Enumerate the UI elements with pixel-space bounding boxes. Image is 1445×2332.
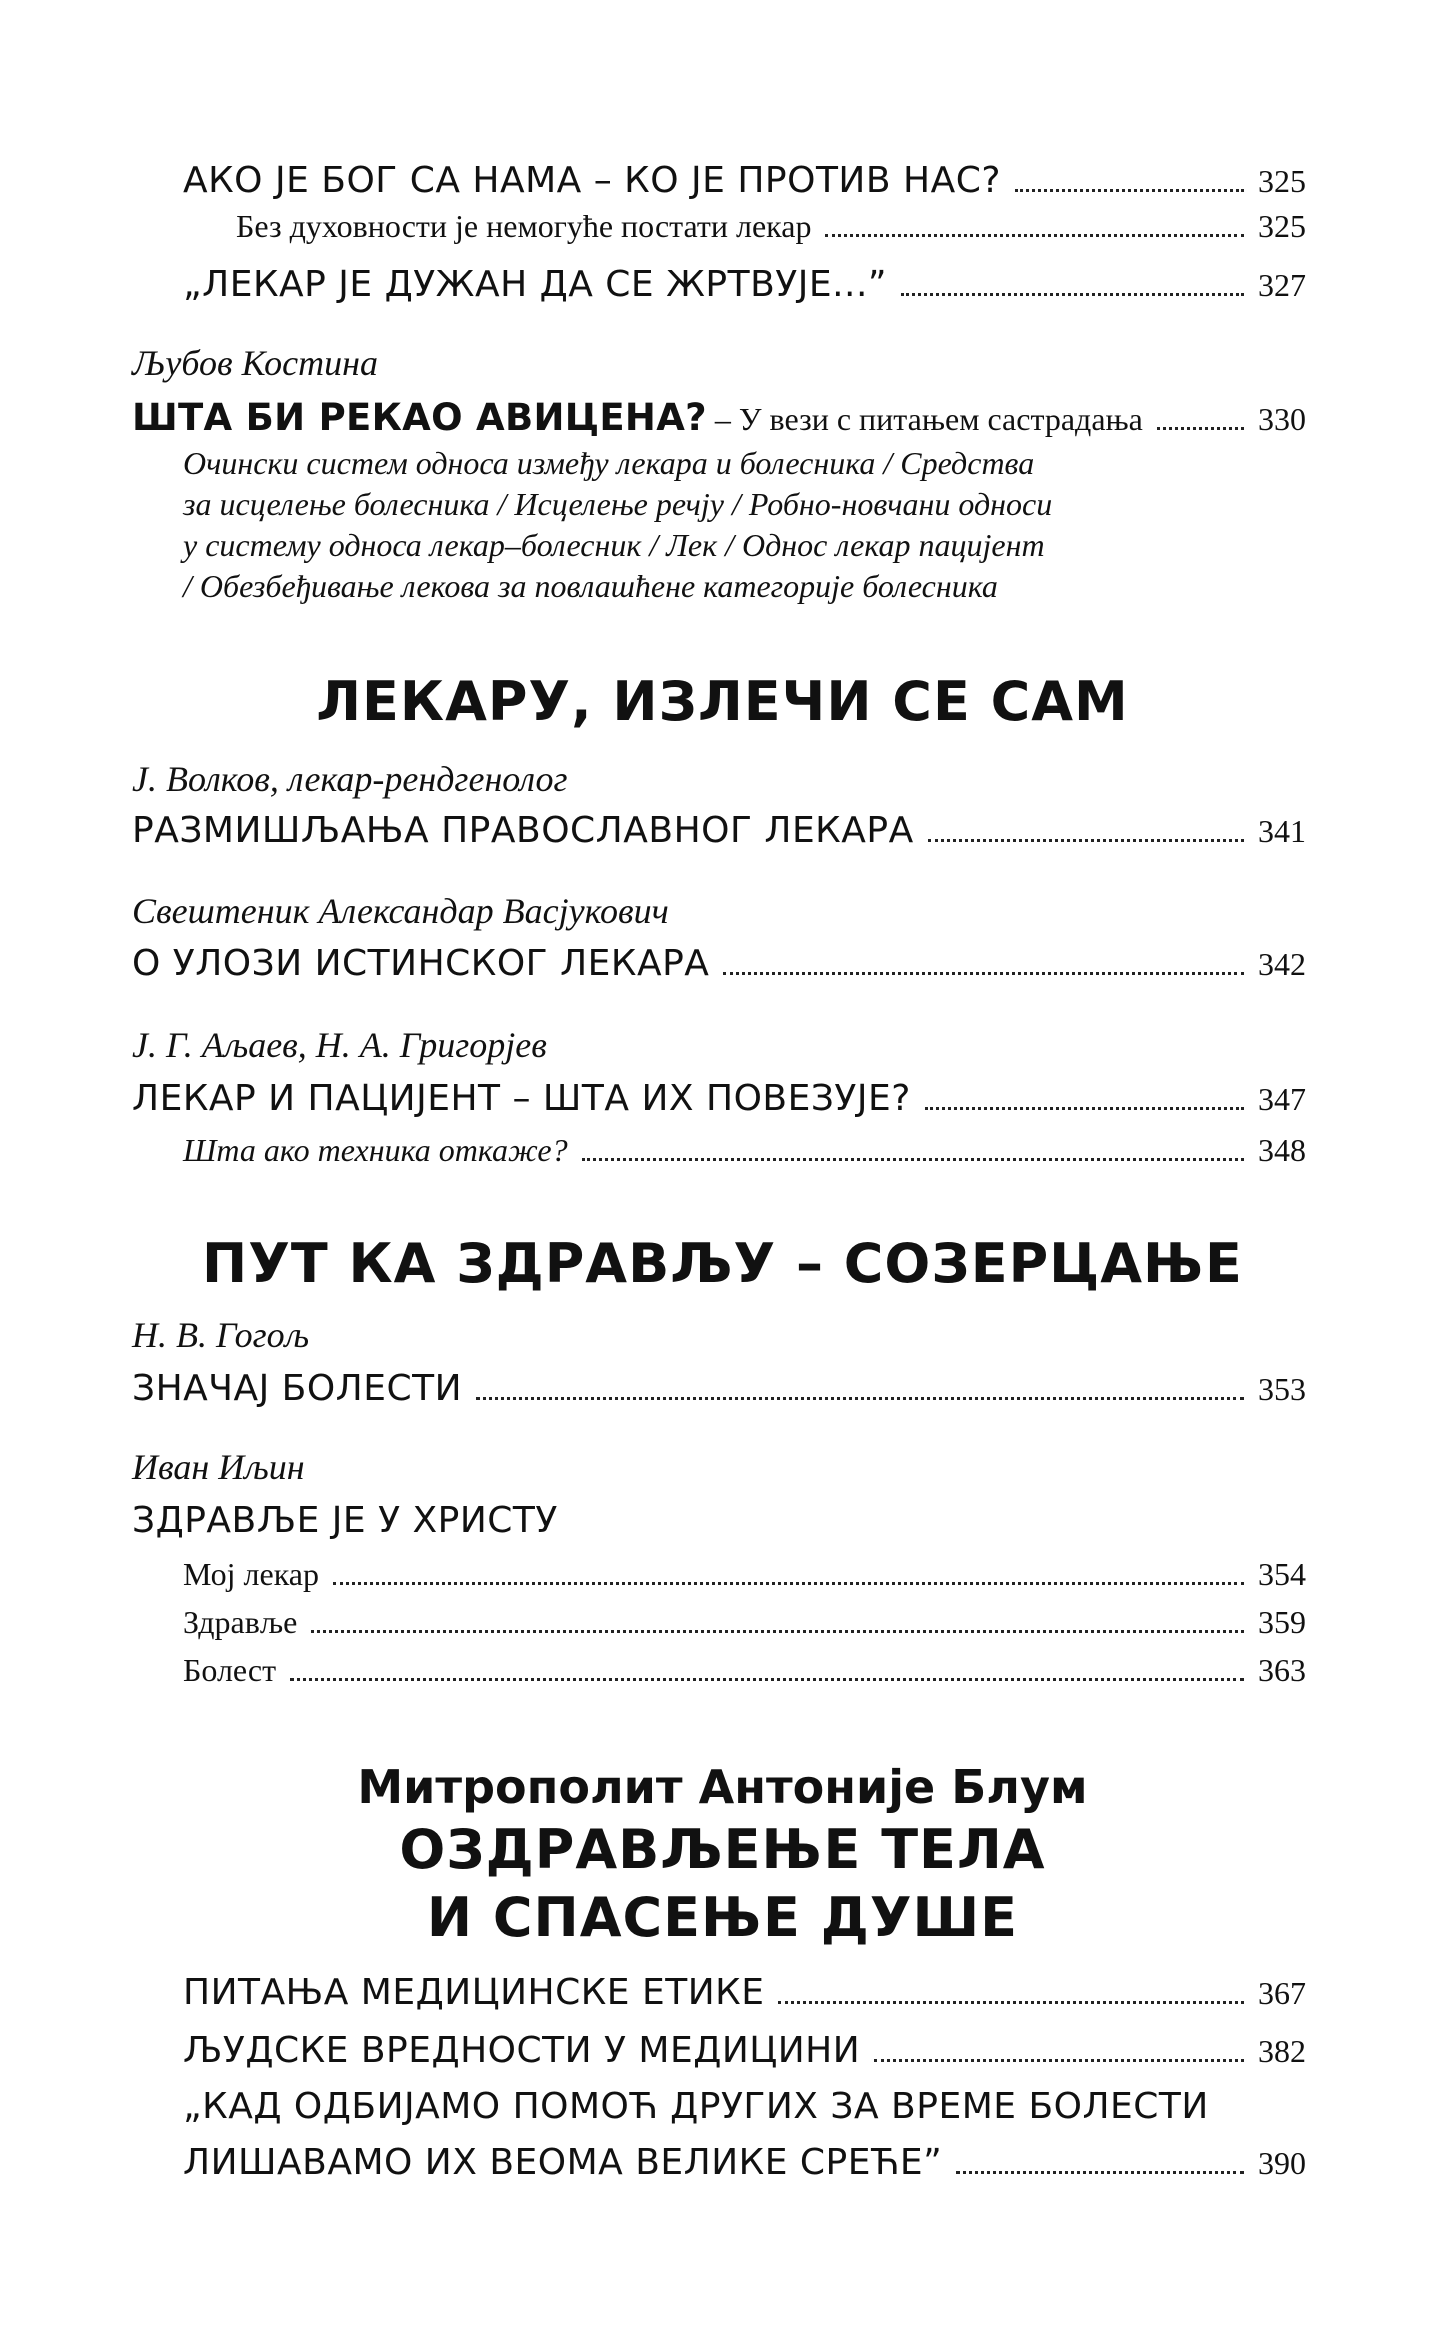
leader-dots [476,1396,1244,1400]
page-number: 325 [1258,208,1306,244]
author-name: Свештеник Александар Васјукович [132,891,669,931]
toc-subentry[interactable] [183,1652,1306,1689]
page-number: 341 [1258,813,1306,849]
leader-dots [825,233,1244,237]
entry-description [183,443,1306,607]
entry-title: Мој лекар [183,1556,319,1592]
toc-entry[interactable] [132,943,1306,984]
leader-dots [925,1106,1244,1110]
description-line: за исцелење болесника / Исцелење речју / Робно-новчани односи [183,486,1053,522]
toc-entry[interactable] [132,810,1306,851]
toc-subentry[interactable] [183,1556,1306,1593]
author-name: Иван Иљин [132,1447,305,1487]
entry-subtitle: – У вези с питањем састрадања [706,401,1143,437]
description-line: Очински систем односа између лекара и болесника / Средства [183,445,1035,481]
entry-title: Здравље [183,1604,298,1640]
entry-title: Без духовности је немогуће постати лекар [236,208,812,244]
entry-title[interactable]: ЗДРАВЉЕ ЈЕ У ХРИСТУ [132,1500,558,1541]
leader-dots [723,971,1244,975]
page-number: 325 [1258,163,1306,199]
entry-title: Шта ако техника откаже? [183,1132,568,1168]
leader-dots [311,1629,1244,1633]
section-heading: И СПАСЕЊЕ ДУШЕ [426,1886,1019,1949]
toc-entry[interactable] [183,264,1306,305]
page-number: 363 [1258,1652,1306,1688]
entry-title: АКО ЈЕ БОГ СА НАМА – КО ЈЕ ПРОТИВ НАС? [183,160,1001,201]
leader-dots [928,838,1244,842]
toc-entry[interactable] [183,2030,1306,2071]
page-number: 390 [1258,2145,1306,2181]
page-number: 382 [1258,2033,1306,2069]
entry-title: ЉУДСКЕ ВРЕДНОСТИ У МЕДИЦИНИ [183,2030,861,2071]
leader-dots [290,1677,1244,1681]
toc-entry[interactable] [132,1368,1306,1409]
entry-title: РАЗМИШЉАЊА ПРАВОСЛАВНОГ ЛЕКАРА [132,810,914,851]
entry-title-line[interactable]: „КАД ОДБИЈАМО ПОМОЋ ДРУГИХ ЗА ВРЕМЕ БОЛЕСТИ [183,2086,1209,2127]
section-heading: ПУТ КА ЗДРАВЉУ – СОЗЕРЦАЊЕ [202,1232,1243,1295]
page-number: 367 [1258,1975,1306,2011]
page-number: 347 [1258,1081,1306,1117]
toc-entry[interactable] [132,1078,1306,1119]
toc-entry[interactable] [183,2142,1306,2183]
toc-subentry[interactable] [183,1604,1306,1641]
section-heading: ЛЕКАРУ, ИЗЛЕЧИ СЕ САМ [316,670,1129,733]
toc-entry[interactable] [183,1972,1306,2013]
entry-title-main: ШТА БИ РЕКАО АВИЦЕНА? [132,396,707,439]
entry-title: ЛИШАВАМО ИХ ВЕОМА ВЕЛИКЕ СРЕЋЕ” [183,2142,943,2183]
page-number: 330 [1258,401,1306,437]
toc-entry[interactable] [183,160,1306,201]
leader-dots [778,2000,1244,2004]
page-number: 348 [1258,1132,1306,1168]
section-heading: ОЗДРАВЉЕЊЕ ТЕЛА [399,1818,1046,1881]
description-line: у систему односа лекар–болесник / Лек / Однос лекар пацијент [183,527,1045,563]
entry-title: ПИТАЊА МЕДИЦИНСКЕ ЕТИКЕ [183,1972,765,2013]
entry-title [132,396,1143,439]
toc-subentry[interactable] [183,1130,1306,1171]
toc-entry[interactable] [132,396,1306,439]
leader-dots [582,1157,1244,1161]
entry-title: О УЛОЗИ ИСТИНСКОГ ЛЕКАРА [132,943,710,984]
page-number: 353 [1258,1371,1306,1407]
entry-title: Болест [183,1652,277,1688]
leader-dots [1157,426,1244,430]
leader-dots [901,292,1244,296]
entry-title: ЛЕКАР И ПАЦИЈЕНТ – ШТА ИХ ПОВЕЗУЈЕ? [132,1078,911,1119]
toc-subentry[interactable] [236,208,1306,245]
leader-dots [1015,188,1244,192]
page-number: 354 [1258,1556,1306,1592]
author-name: Н. В. Гогољ [132,1315,310,1355]
author-name: Љубов Костина [132,343,378,383]
page-number: 342 [1258,946,1306,982]
page-number: 359 [1258,1604,1306,1640]
leader-dots [956,2170,1244,2174]
author-name: Ј. Волков, лекар-рендгенолог [132,759,568,799]
section-author: Митрополит Антоније Блум [357,1760,1088,1814]
leader-dots [333,1581,1244,1585]
leader-dots [874,2058,1244,2062]
author-name: Ј. Г. Аљаев, Н. А. Григорјев [132,1025,547,1065]
entry-title: „ЛЕКАР ЈЕ ДУЖАН ДА СЕ ЖРТВУЈЕ...” [183,264,888,305]
entry-title: ЗНАЧАЈ БОЛЕСТИ [132,1368,463,1409]
page-number: 327 [1258,267,1306,303]
description-line: / Обезбеђивање лекова за повлашћене категорије болесника [183,568,998,604]
